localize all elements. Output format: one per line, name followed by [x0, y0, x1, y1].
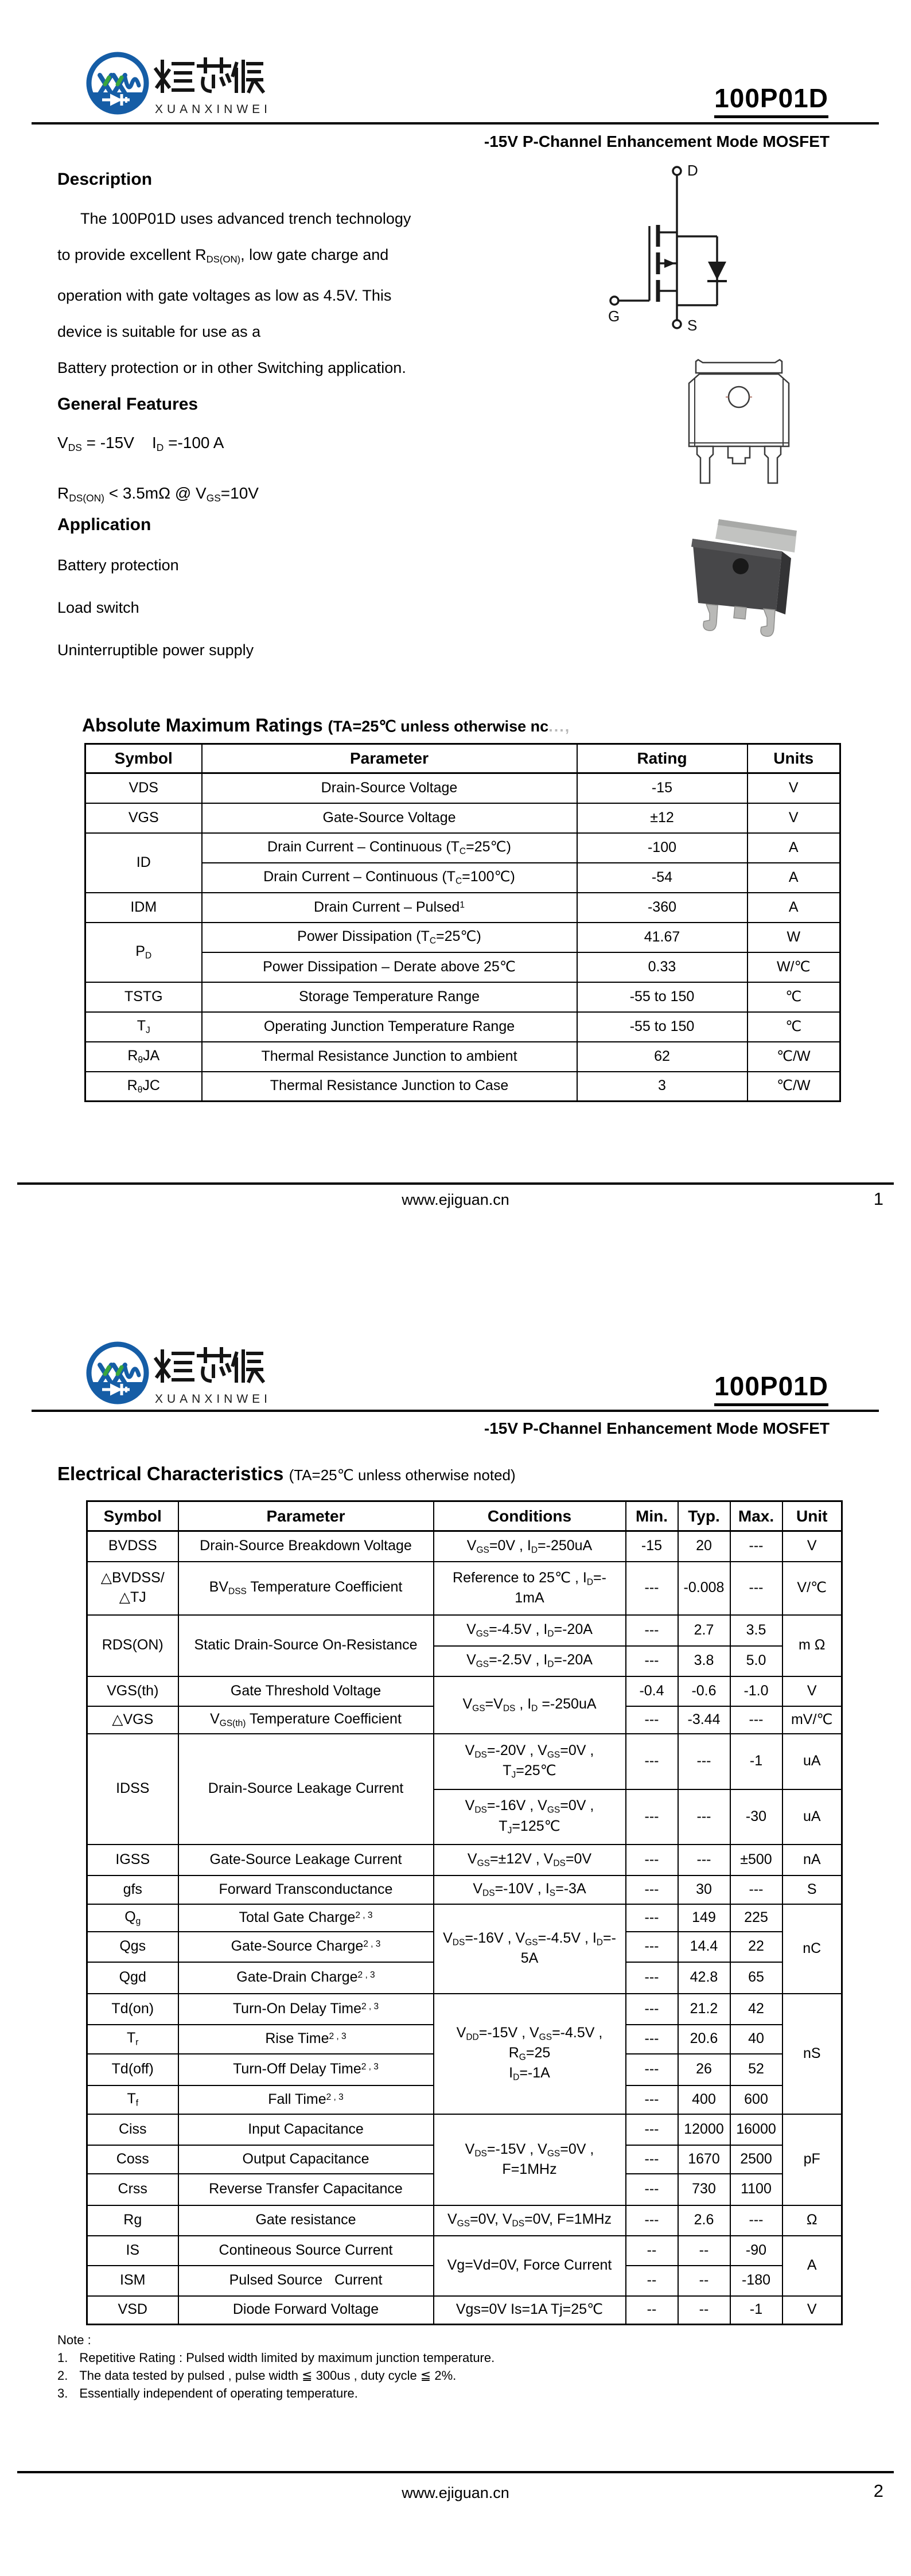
table-cell: -1 [730, 1734, 782, 1789]
table-cell: Td(off) [87, 2054, 178, 2085]
general-features-list [57, 420, 259, 521]
table-cell: Power Dissipation $(T_C=25℃)$ [202, 923, 577, 952]
table-row [85, 773, 840, 803]
brand-chinese-glyphs [156, 59, 263, 91]
table-cell: -1 [730, 2296, 782, 2325]
table-cell: -- [678, 2236, 730, 2266]
table-row [87, 1845, 842, 1875]
description-line: to provide excellent $R_{DS(ON)}$, low gate charge and [57, 246, 389, 265]
table-cell: Turn-On Delay Time$^{2 , 3}$ [178, 1994, 434, 2025]
column-header: Conditions [434, 1501, 626, 1531]
notes-label: Note : [57, 2333, 91, 2347]
table-cell: 225 [730, 1904, 782, 1932]
column-header: Min. [626, 1501, 678, 1531]
table-cell: IS [87, 2236, 178, 2266]
column-header: Max. [730, 1501, 782, 1531]
footer-rule [17, 1182, 894, 1185]
table-cell: $T_r$ [87, 2025, 178, 2054]
table-cell: -90 [730, 2236, 782, 2266]
table-cell: Gate-Source Voltage [202, 803, 577, 833]
table-cell: Vg=Vd=0V, Force Current [434, 2236, 626, 2296]
page-number: 2 [873, 2481, 883, 2501]
table-cell: Operating Junction Temperature Range [202, 1012, 577, 1042]
table-cell: $R_\theta JC$ [85, 1072, 202, 1102]
brand-logo [86, 49, 275, 119]
table-cell: 22 [730, 1932, 782, 1962]
table-cell: Pulsed Source Current [178, 2266, 434, 2296]
table-cell: S [782, 1875, 842, 1904]
table-cell: m Ω [782, 1615, 842, 1676]
table-cell: VSD [87, 2296, 178, 2325]
header-rule [32, 1410, 879, 1412]
table-cell: -15 [577, 773, 748, 803]
table-cell: Drain Current – Continuous $(T_C=25℃)$ [202, 833, 577, 863]
table-row [85, 803, 840, 833]
table-cell: Thermal Resistance Junction to ambient [202, 1042, 577, 1072]
table-cell: Vgs=0V Is=1A Tj=25℃ [434, 2296, 626, 2325]
table-cell: 40 [730, 2025, 782, 2054]
table-cell: $V_{DS}=-20V$ , $V_{GS}=0V$ , $T_J=25℃$ [434, 1734, 626, 1789]
table-cell: Ω [782, 2205, 842, 2236]
table-cell: --- [626, 2174, 678, 2205]
footer-rule [17, 2471, 894, 2473]
table-cell: --- [730, 1706, 782, 1734]
table-cell: 600 [730, 2085, 782, 2114]
table-cell: --- [626, 2085, 678, 2114]
table-header-row [87, 1501, 842, 1531]
table-cell: 30 [678, 1875, 730, 1904]
table-cell: -- [678, 2296, 730, 2325]
table-row [87, 2114, 842, 2145]
table-cell: -0.4 [626, 1676, 678, 1706]
note-item [57, 2368, 495, 2383]
table-cell: 41.67 [577, 923, 748, 952]
table-cell: $V_{GS}=0V$, $V_{DS}=0V$, F=1MHz [434, 2205, 626, 2236]
table-cell: --- [626, 1962, 678, 1994]
table-cell: BVDSS [87, 1531, 178, 1562]
table-cell: 3 [577, 1072, 748, 1102]
footer-url: www.ejiguan.cn [402, 2484, 509, 2501]
table-cell: -55 to 150 [577, 982, 748, 1012]
table-cell: --- [626, 1875, 678, 1904]
feature-line: $R_{DS(ON)} < 3.5m\Omega$ @ $V_{GS}=10V$ [57, 484, 259, 504]
table-cell: $BV_{DSS}$ Temperature Coefficient [178, 1562, 434, 1615]
table-cell: --- [730, 1875, 782, 1904]
description-text [57, 201, 436, 386]
table-cell: Reverse Transfer Capacitance [178, 2174, 434, 2205]
table-row [87, 1615, 842, 1646]
ec-heading-text: Electrical Characteristics [57, 1463, 284, 1484]
footer-url: www.ejiguan.cn [402, 1191, 509, 1208]
notes-section [57, 2332, 495, 2401]
table-cell: $R_\theta JA$ [85, 1042, 202, 1072]
table-cell: Td(on) [87, 1994, 178, 2025]
column-header: Unit [782, 1501, 842, 1531]
ec-table [86, 1500, 843, 2325]
table-row [85, 1012, 840, 1042]
table-cell: 16000 [730, 2114, 782, 2145]
table-cell: --- [626, 1904, 678, 1932]
table-cell: Qgd [87, 1962, 178, 1994]
table-cell: IDM [85, 893, 202, 923]
note-text: Repetitive Rating : Pulsed width limited by maximum junction temperature. [79, 2351, 495, 2365]
table-cell: 12000 [678, 2114, 730, 2145]
table-cell: 400 [678, 2085, 730, 2114]
table-cell: $V_{GS}=-2.5V$ , $I_D=-20A$ [434, 1646, 626, 1676]
table-cell: 2500 [730, 2145, 782, 2174]
table-cell: --- [626, 1994, 678, 2025]
table-cell: $V_{DS}=-16V$ , $V_{GS}=-4.5V$ , $I_D=-$ 5A [434, 1904, 626, 1994]
table-cell: Rise Time$^{2 , 3}$ [178, 2025, 434, 2054]
package-photo [684, 518, 799, 650]
table-cell: A [748, 863, 840, 893]
table-cell: --- [626, 1932, 678, 1962]
table-cell: Gate resistance [178, 2205, 434, 2236]
table-row [87, 2236, 842, 2266]
document-subtitle: -15V P-Channel Enhancement Mode MOSFET [484, 133, 830, 150]
table-cell: -54 [577, 863, 748, 893]
page-2 [0, 1239, 911, 2576]
gate-label: G [608, 308, 620, 325]
table-cell: --- [626, 2145, 678, 2174]
table-cell: 65 [730, 1962, 782, 1994]
table-cell: $V_{DS}=-16V$ , $V_{GS}=0V$ , $T_J=125℃$ [434, 1789, 626, 1845]
ec-heading [57, 1463, 516, 1485]
table-cell: $V_{DS}=-10V$ , $I_S=-3A$ [434, 1875, 626, 1904]
table-cell: -55 to 150 [577, 1012, 748, 1042]
table-cell: V [748, 803, 840, 833]
package-lead-right [761, 609, 775, 636]
table-cell: V [748, 773, 840, 803]
table-cell: -0.6 [678, 1676, 730, 1706]
table-cell: -180 [730, 2266, 782, 2296]
table-row [87, 1875, 842, 1904]
table-cell: $V_{GS(th)}$ Temperature Coefficient [178, 1706, 434, 1734]
table-cell: $V_{GS}=V_{DS}$ , $I_D =-250uA$ [434, 1676, 626, 1734]
table-cell: $V_{DD}=-15V$ , $V_{GS}=-4.5V$ , $R_G=25$ $I_D=-1A$ [434, 1994, 626, 2114]
feature-line: $V_{DS} = -15V$ $I_D =-100$ A [57, 434, 224, 453]
table-cell: Rg [87, 2205, 178, 2236]
table-row [85, 1072, 840, 1102]
table-cell: --- [626, 1562, 678, 1615]
table-cell: -- [626, 2266, 678, 2296]
table-cell: 3.8 [678, 1646, 730, 1676]
description-line: The 100P01D uses advanced trench technology [80, 210, 411, 227]
table-cell: Drain Current – Pulsed$^1$ [202, 893, 577, 923]
table-cell: $T_f$ [87, 2085, 178, 2114]
table-header-row [85, 744, 840, 773]
note-number: 2. [57, 2368, 68, 2383]
table-cell: 1670 [678, 2145, 730, 2174]
application-list [57, 544, 254, 671]
table-cell: W/℃ [748, 952, 840, 982]
table-cell: Gate-Source Charge$^{2 , 3}$ [178, 1932, 434, 1962]
table-cell: nS [782, 1994, 842, 2114]
table-cell: --- [626, 2025, 678, 2054]
ec-heading-note: (TA=25℃ unless otherwise noted) [289, 1466, 516, 1484]
table-cell: nC [782, 1904, 842, 1994]
application-heading: Application [57, 515, 151, 534]
table-cell: --- [730, 1531, 782, 1562]
table-cell: Diode Forward Voltage [178, 2296, 434, 2325]
description-line: Battery protection or in other Switching application. [57, 359, 406, 376]
table-cell: 0.33 [577, 952, 748, 982]
table-cell: ℃ [748, 1012, 840, 1042]
table-cell: uA [782, 1734, 842, 1789]
table-cell: $P_D$ [85, 923, 202, 982]
table-cell: Ciss [87, 2114, 178, 2145]
table-row [87, 1904, 842, 1932]
table-cell: Static Drain-Source On-Resistance [178, 1615, 434, 1676]
application-item: Uninterruptible power supply [57, 641, 254, 659]
table-row [87, 1734, 842, 1789]
table-cell: Gate-Source Leakage Current [178, 1845, 434, 1875]
table-cell: ℃ [748, 982, 840, 1012]
table-cell: 26 [678, 2054, 730, 2085]
table-cell: Drain Current – Continuous $(T_C=100℃)$ [202, 863, 577, 893]
table-cell: 42 [730, 1994, 782, 2025]
table-cell: 3.5 [730, 1615, 782, 1646]
table-cell: --- [626, 1789, 678, 1845]
description-line: device is suitable for use as a [57, 322, 261, 340]
brand-logo [86, 1338, 275, 1408]
page-number: 1 [873, 1189, 883, 1209]
table-row [85, 982, 840, 1012]
table-cell: 149 [678, 1904, 730, 1932]
table-cell: Drain-Source Voltage [202, 773, 577, 803]
table-cell: Crss [87, 2174, 178, 2205]
column-header: Symbol [85, 744, 202, 773]
table-row [85, 923, 840, 952]
table-cell: A [748, 833, 840, 863]
drain-label: D [687, 162, 698, 179]
table-cell: IDSS [87, 1734, 178, 1845]
table-cell: 62 [577, 1042, 748, 1072]
table-row [87, 1994, 842, 2025]
table-cell: -1.0 [730, 1676, 782, 1706]
table-cell: -360 [577, 893, 748, 923]
table-cell: 52 [730, 2054, 782, 2085]
note-number: 1. [57, 2351, 68, 2365]
abs-note-main: (TA=25℃ unless otherwise nc [328, 718, 549, 735]
table-cell: $Q_g$ [87, 1904, 178, 1932]
table-cell: VGS(th) [87, 1676, 178, 1706]
pchannel-arrow [664, 259, 675, 268]
general-features-heading: General Features [57, 395, 198, 414]
package-lead-left [703, 604, 718, 631]
brand-english-name: XUANXINWEI [155, 103, 272, 116]
table-cell: Contineous Source Current [178, 2236, 434, 2266]
column-header: Parameter [178, 1501, 434, 1531]
column-header: Parameter [202, 744, 577, 773]
brand-english-name: XUANXINWEI [155, 1392, 272, 1406]
table-cell: Total Gate Charge$^{2 , 3}$ [178, 1904, 434, 1932]
package-outline-drawing [684, 356, 795, 489]
page-1 [0, 0, 911, 1239]
table-cell: -- [626, 2296, 678, 2325]
table-cell: 2.7 [678, 1615, 730, 1646]
table-cell: Drain-Source Leakage Current [178, 1734, 434, 1845]
table-cell: --- [626, 2054, 678, 2085]
document-subtitle: -15V P-Channel Enhancement Mode MOSFET [484, 1419, 830, 1437]
table-cell: Turn-Off Delay Time$^{2 , 3}$ [178, 2054, 434, 2085]
table-row [85, 833, 840, 863]
table-cell: Storage Temperature Range [202, 982, 577, 1012]
column-header: Symbol [87, 1501, 178, 1531]
table-cell: gfs [87, 1875, 178, 1904]
table-cell: $V_{DS}=-15V$ , $V_{GS}=0V$ , F=1MHz [434, 2114, 626, 2205]
table-row [85, 1042, 840, 1072]
note-number: 3. [57, 2386, 68, 2400]
table-cell: --- [678, 1734, 730, 1789]
table-cell: ±500 [730, 1845, 782, 1875]
note-text: The data tested by pulsed , pulse width ≦ 300us , duty cycle ≦ 2%. [79, 2368, 457, 2383]
table-cell: Gate Threshold Voltage [178, 1676, 434, 1706]
table-row [85, 893, 840, 923]
table-cell: --- [626, 1646, 678, 1676]
table-cell: -100 [577, 833, 748, 863]
table-cell: ±12 [577, 803, 748, 833]
table-cell: V/℃ [782, 1562, 842, 1615]
table-cell: Drain-Source Breakdown Voltage [178, 1531, 434, 1562]
table-cell: -- [678, 2266, 730, 2296]
table-cell: V [782, 1676, 842, 1706]
table-cell: Output Capacitance [178, 2145, 434, 2174]
table-cell: Fall Time$^{2 , 3}$ [178, 2085, 434, 2114]
table-cell: mV/℃ [782, 1706, 842, 1734]
table-cell: $V_{GS}=-4.5V$ , $I_D=-20A$ [434, 1615, 626, 1646]
package-lead-middle [734, 606, 746, 619]
table-row [87, 1676, 842, 1706]
table-cell: A [748, 893, 840, 923]
table-row [87, 2205, 842, 2236]
table-cell: -30 [730, 1789, 782, 1845]
table-cell: Reference to 25℃ , $I_D=-$ 1mA [434, 1562, 626, 1615]
table-row [87, 1562, 842, 1615]
table-cell: A [782, 2236, 842, 2296]
table-cell: 2.6 [678, 2205, 730, 2236]
table-cell: Power Dissipation – Derate above 25℃ [202, 952, 577, 982]
note-item [57, 2386, 495, 2401]
note-text: Essentially independent of operating temperature. [79, 2386, 358, 2400]
table-cell: -3.44 [678, 1706, 730, 1734]
table-cell: △BVDSS/ △TJ [87, 1562, 178, 1615]
table-row [87, 2296, 842, 2325]
table-cell: 20 [678, 1531, 730, 1562]
table-cell: --- [626, 2205, 678, 2236]
source-label: S [687, 317, 698, 334]
table-cell: VGS [85, 803, 202, 833]
table-cell: V [782, 2296, 842, 2325]
table-cell: 42.8 [678, 1962, 730, 1994]
header-rule [32, 122, 879, 124]
table-cell: -0.008 [678, 1562, 730, 1615]
description-heading: Description [57, 170, 153, 189]
table-cell: Coss [87, 2145, 178, 2174]
table-cell: V [782, 1531, 842, 1562]
table-cell: --- [678, 1789, 730, 1845]
package-hole [733, 558, 749, 574]
table-cell: --- [730, 2205, 782, 2236]
table-cell: --- [626, 1845, 678, 1875]
table-cell: -15 [626, 1531, 678, 1562]
table-cell: --- [678, 1845, 730, 1875]
table-cell: Thermal Resistance Junction to Case [202, 1072, 577, 1102]
table-cell: 5.0 [730, 1646, 782, 1676]
table-cell: ℃/W [748, 1072, 840, 1102]
table-cell: TSTG [85, 982, 202, 1012]
table-cell: 1100 [730, 2174, 782, 2205]
table-cell: RDS(ON) [87, 1615, 178, 1676]
table-cell: Gate-Drain Charge$^{2 , 3}$ [178, 1962, 434, 1994]
mosfet-schematic-icon [602, 161, 752, 338]
table-cell: 730 [678, 2174, 730, 2205]
abs-note-faded: ..., [548, 718, 571, 735]
abs-max-table [84, 743, 841, 1102]
table-cell: pF [782, 2114, 842, 2205]
note-item [57, 2350, 495, 2365]
table-cell: ISM [87, 2266, 178, 2296]
table-cell: --- [626, 2114, 678, 2145]
column-header: Rating [577, 744, 748, 773]
description-line: operation with gate voltages as low as 4.5V. This [57, 286, 392, 304]
brand-chinese-glyphs [156, 1349, 263, 1381]
abs-max-heading-note [328, 718, 571, 735]
table-cell: $V_{GS}=0V$ , $I_D=-250uA$ [434, 1531, 626, 1562]
table-cell: 21.2 [678, 1994, 730, 2025]
part-number-title: 100P01D [714, 84, 828, 118]
table-cell: --- [626, 1734, 678, 1789]
table-cell: Forward Transconductance [178, 1875, 434, 1904]
table-row [87, 1531, 842, 1562]
table-cell: 14.4 [678, 1932, 730, 1962]
abs-max-heading [82, 715, 570, 736]
table-cell: ID [85, 833, 202, 893]
table-cell: Qgs [87, 1932, 178, 1962]
table-cell: uA [782, 1789, 842, 1845]
body-diode-triangle [708, 262, 726, 280]
table-cell: --- [626, 1706, 678, 1734]
table-cell: VDS [85, 773, 202, 803]
table-cell: ℃/W [748, 1042, 840, 1072]
column-header: Units [748, 744, 840, 773]
application-item: Battery protection [57, 557, 179, 574]
table-cell: --- [626, 1615, 678, 1646]
application-item: Load switch [57, 599, 139, 616]
table-cell: W [748, 923, 840, 952]
table-cell: IGSS [87, 1845, 178, 1875]
table-cell: 20.6 [678, 2025, 730, 2054]
column-header: Typ. [678, 1501, 730, 1531]
table-cell: nA [782, 1845, 842, 1875]
abs-max-heading-text: Absolute Maximum Ratings [82, 715, 323, 736]
table-cell: --- [730, 1562, 782, 1615]
table-cell: $V_{GS}=\pm 12V$ , $V_{DS}=0V$ [434, 1845, 626, 1875]
table-cell: △VGS [87, 1706, 178, 1734]
table-cell: Input Capacitance [178, 2114, 434, 2145]
table-cell: $T_J$ [85, 1012, 202, 1042]
part-number-title: 100P01D [714, 1372, 828, 1406]
table-cell: -- [626, 2236, 678, 2266]
